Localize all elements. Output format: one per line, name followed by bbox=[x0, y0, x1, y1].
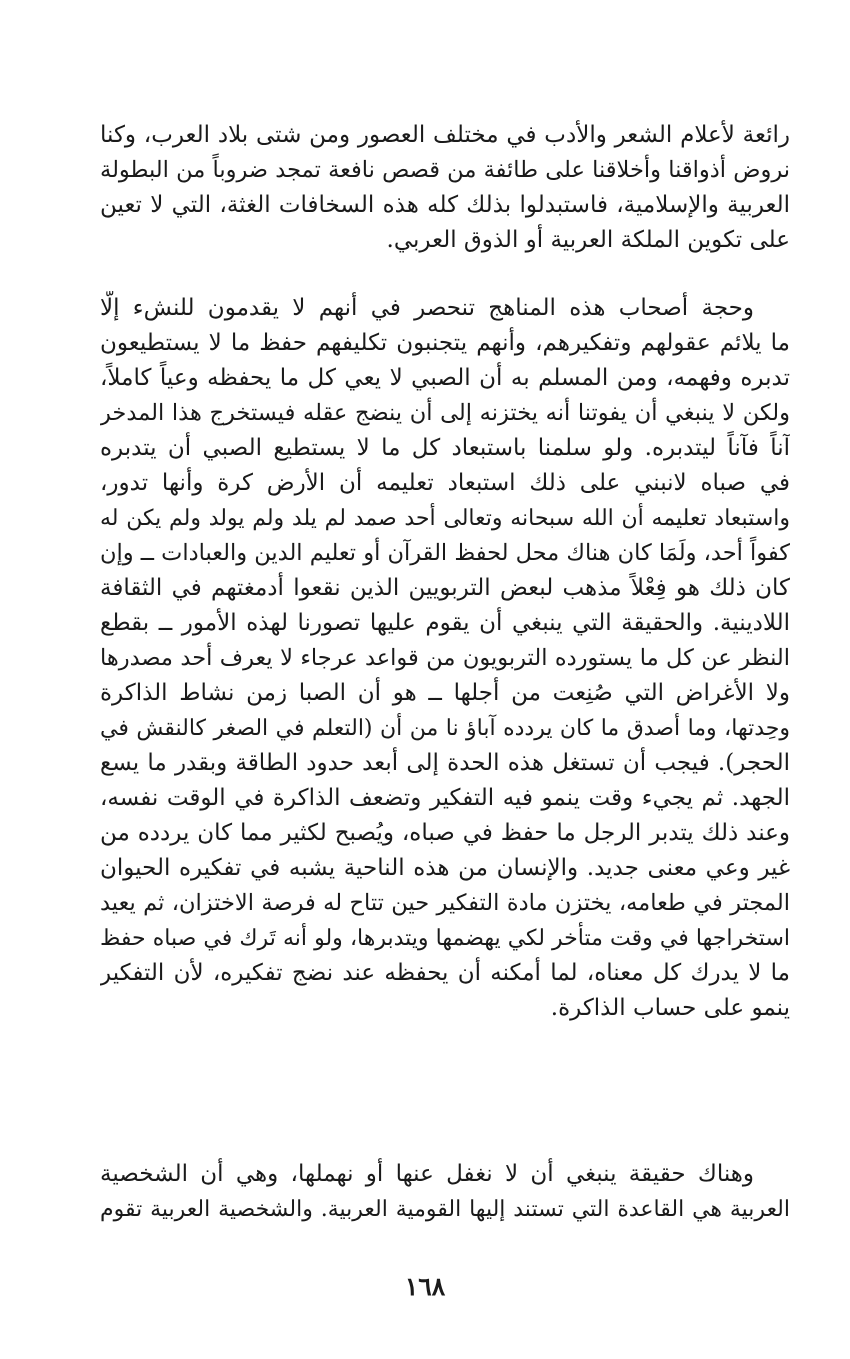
text-line: على تكوين الملكة العربية أو الذوق العربي. bbox=[386, 227, 790, 253]
text-line: اللادينية. والحقيقة التي ينبغي أن يقوم عليها تصورنا لهذه الأمور ــ بقطع bbox=[100, 610, 790, 636]
text-line: واستبعاد تعليمه أن الله سبحانه وتعالى أحد صمد لم يلد ولم يولد ولم يكن له bbox=[100, 506, 790, 531]
text-line: وهناك حقيقة ينبغي أن لا نغفل عنها أو نهملها، وهي أن الشخصية bbox=[100, 1161, 754, 1187]
text-line: الجهد. ثم يجيء وقت ينمو فيه التفكير وتضعف الذاكرة في الوقت نفسه، bbox=[100, 785, 790, 811]
text-line: النظر عن كل ما يستورده التربويون من قواعد عرجاء لا يعرف أحد مصدرها bbox=[100, 645, 790, 671]
text-line: كان ذلك هو فِعْلاً مذهب لبعض التربويين الذين نقعوا أدمغتهم في الثقافة bbox=[100, 575, 790, 601]
text-line: استخراجها في وقت متأخر لكي يهضمها ويتدبرها، ولو أنه تَرك في صباه حفظ bbox=[100, 926, 790, 951]
text-line: في صباه لانبني على ذلك استبعاد تعليمه أن الأرض كرة وأنها تدور، bbox=[100, 470, 790, 496]
text-line: وحِدتها، وما أصدق ما كان يردده آباؤ نا من أن (التعلم في الصغر كالنقش في bbox=[100, 716, 790, 741]
text-line: رائعة لأعلام الشعر والأدب في مختلف العصور ومن شتى بلاد العرب، وكنا bbox=[100, 122, 790, 148]
paragraph-3 bbox=[100, 1157, 790, 1227]
page-number: ١٦٨ bbox=[404, 1272, 446, 1301]
text-line: تدبره وفهمه، ومن المسلم به أن الصبي لا يعي كل ما يحفظه وعياً كاملاً، bbox=[100, 365, 790, 391]
text-line: غير وعي معنى جديد. والإنسان من هذه الناحية يشبه في تفكيره الحيوان bbox=[100, 855, 790, 881]
paragraph-2 bbox=[100, 291, 790, 1026]
text-line: كفواً أحد، ولَمَا كان هناك محل لحفظ القرآن أو تعليم الدين والعبادات ــ وإن bbox=[100, 540, 790, 566]
text-line: ينمو على حساب الذاكرة. bbox=[550, 995, 790, 1021]
text-line: ولا الأغراض التي صُنِعت من أجلها ــ هو أن الصبا زمن نشاط الذاكرة bbox=[100, 680, 790, 706]
text-line: ولكن لا ينبغي أن يفوتنا أنه يختزنه إلى أن ينضج عقله فيستخرج هذا المدخر bbox=[100, 400, 790, 426]
paragraph-1 bbox=[100, 118, 790, 258]
text-line: آناً فآناً ليتدبره. ولو سلمنا باستبعاد كل ما لا يستطيع الصبي أن يتدبره bbox=[100, 435, 790, 461]
text-line: الحجر). فيجب أن تستغل هذه الحدة إلى أبعد حدود الطاقة وبقدر ما يسع bbox=[100, 750, 790, 776]
text-line: العربية هي القاعدة التي تستند إليها القومية العربية. والشخصية العربية تقوم bbox=[100, 1197, 790, 1222]
text-line: ما لا يدرك كل معناه، لما أمكنه أن يحفظه عند نضج تفكيره، لأن التفكير bbox=[100, 960, 790, 986]
text-line: ما يلائم عقولهم وتفكيرهم، وأنهم يتجنبون تكليفهم حفظ ما لا يستطيعون bbox=[100, 330, 790, 356]
text-line: المجتر في طعامه، يختزن مادة التفكير حين تتاح له فرصة الاختزان، ثم يعيد bbox=[100, 890, 790, 916]
text-line: العربية والإسلامية، فاستبدلوا بذلك كله هذه السخافات الغثة، التي لا تعين bbox=[100, 192, 790, 218]
text-line: نروض أذواقنا وأخلاقنا على طائفة من قصص نافعة تمجد ضروباً من البطولة bbox=[100, 157, 790, 183]
text-line: وعند ذلك يتدبر الرجل ما حفظ في صباه، ويُصبح لكثير مما كان يردده من bbox=[100, 820, 790, 846]
text-line: وحجة أصحاب هذه المناهج تنحصر في أنهم لا يقدمون للنشء إلّا bbox=[100, 295, 754, 321]
